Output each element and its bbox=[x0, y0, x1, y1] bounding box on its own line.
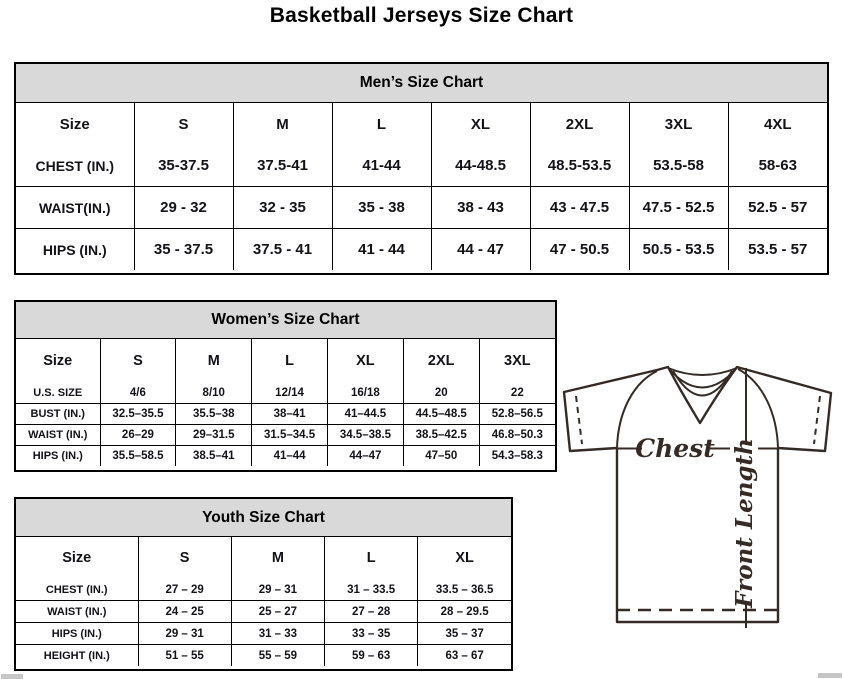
size-col-header: XL bbox=[431, 103, 530, 145]
size-value-cell: 25 – 27 bbox=[231, 601, 324, 623]
size-value-cell: 41 - 44 bbox=[332, 229, 431, 271]
table-row bbox=[16, 229, 827, 271]
size-col-header: S bbox=[134, 103, 233, 145]
size-value-cell: 27 – 28 bbox=[325, 601, 418, 623]
size-value-cell: 29 – 31 bbox=[231, 579, 324, 601]
scrollbar-fragment-right[interactable] bbox=[818, 673, 842, 678]
size-value-cell: 58-63 bbox=[728, 145, 827, 187]
size-value-cell: 28 – 29.5 bbox=[418, 601, 511, 623]
table-row bbox=[16, 404, 555, 425]
size-col-header: 2XL bbox=[530, 103, 629, 145]
table-row bbox=[16, 645, 511, 667]
size-value-cell: 4/6 bbox=[100, 383, 176, 404]
size-value-cell: 24 – 25 bbox=[138, 601, 231, 623]
collar-band bbox=[668, 368, 737, 375]
size-value-cell: 37.5-41 bbox=[233, 145, 332, 187]
mens-size-chart bbox=[14, 62, 829, 275]
size-row-label: Size bbox=[16, 103, 134, 145]
size-value-cell: 32.5–35.5 bbox=[100, 404, 176, 425]
size-value-cell: 31 – 33 bbox=[231, 623, 324, 645]
size-value-cell: 53.5 - 57 bbox=[728, 229, 827, 271]
jersey-measurement-diagram bbox=[556, 360, 842, 668]
size-value-cell: 47.5 - 52.5 bbox=[629, 187, 728, 229]
size-value-cell: 41–44 bbox=[252, 446, 328, 467]
mens-size-table bbox=[16, 103, 827, 270]
size-value-cell: 48.5-53.5 bbox=[530, 145, 629, 187]
table-row bbox=[16, 383, 555, 404]
size-value-cell: 41-44 bbox=[332, 145, 431, 187]
size-value-cell: 38.5–42.5 bbox=[403, 425, 479, 446]
size-value-cell: 50.5 - 53.5 bbox=[629, 229, 728, 271]
row-label: WAIST (IN.) bbox=[16, 425, 100, 446]
table-row bbox=[16, 425, 555, 446]
row-label: HIPS (IN.) bbox=[16, 623, 138, 645]
row-label: HIPS (IN.) bbox=[16, 446, 100, 467]
size-value-cell: 35-37.5 bbox=[134, 145, 233, 187]
youth-size-chart bbox=[14, 497, 513, 671]
size-col-header: XL bbox=[418, 537, 511, 579]
size-col-header: M bbox=[176, 339, 252, 383]
size-value-cell: 44-48.5 bbox=[431, 145, 530, 187]
size-col-header: 3XL bbox=[479, 339, 555, 383]
size-col-header: XL bbox=[327, 339, 403, 383]
size-value-cell: 41–44.5 bbox=[327, 404, 403, 425]
mens-chart-title: Men’s Size Chart bbox=[16, 64, 827, 103]
size-value-cell: 38.5–41 bbox=[176, 446, 252, 467]
size-value-cell: 16/18 bbox=[327, 383, 403, 404]
size-value-cell: 31 – 33.5 bbox=[325, 579, 418, 601]
womens-size-table bbox=[16, 339, 555, 466]
size-value-cell: 38–41 bbox=[252, 404, 328, 425]
size-value-cell: 8/10 bbox=[176, 383, 252, 404]
right-sleeve-seam bbox=[738, 369, 778, 448]
size-value-cell: 34.5–38.5 bbox=[327, 425, 403, 446]
size-value-cell: 29 – 31 bbox=[138, 623, 231, 645]
size-value-cell: 51 – 55 bbox=[138, 645, 231, 667]
table-row bbox=[16, 601, 511, 623]
size-value-cell: 44–47 bbox=[327, 446, 403, 467]
size-value-cell: 32 - 35 bbox=[233, 187, 332, 229]
womens-chart-title: Women’s Size Chart bbox=[16, 302, 555, 339]
size-value-cell: 35 - 37.5 bbox=[134, 229, 233, 271]
size-col-header: L bbox=[252, 339, 328, 383]
row-label: CHEST (IN.) bbox=[16, 579, 138, 601]
size-value-cell: 33.5 – 36.5 bbox=[418, 579, 511, 601]
row-label: HIPS (IN.) bbox=[16, 229, 134, 271]
size-value-cell: 12/14 bbox=[252, 383, 328, 404]
size-value-cell: 35.5–58.5 bbox=[100, 446, 176, 467]
size-col-header: 4XL bbox=[728, 103, 827, 145]
row-label: U.S. SIZE bbox=[16, 383, 100, 404]
size-value-cell: 52.5 - 57 bbox=[728, 187, 827, 229]
size-col-header: S bbox=[100, 339, 176, 383]
size-col-header: 2XL bbox=[403, 339, 479, 383]
row-label: WAIST (IN.) bbox=[16, 601, 138, 623]
youth-size-table bbox=[16, 537, 511, 666]
left-cuff-dash bbox=[576, 396, 582, 444]
row-label: BUST (IN.) bbox=[16, 404, 100, 425]
jersey-outline bbox=[564, 367, 831, 622]
table-row bbox=[16, 187, 827, 229]
row-label: WAIST(IN.) bbox=[16, 187, 134, 229]
front-length-label-group bbox=[730, 438, 758, 609]
size-row-label: Size bbox=[16, 537, 138, 579]
table-row bbox=[16, 579, 511, 601]
size-value-cell: 20 bbox=[403, 383, 479, 404]
front-length-label: Front Length bbox=[731, 438, 758, 608]
scrollbar-fragment-left[interactable] bbox=[1, 674, 23, 679]
youth-chart-title: Youth Size Chart bbox=[16, 499, 511, 537]
size-col-header: L bbox=[332, 103, 431, 145]
size-col-header: S bbox=[138, 537, 231, 579]
table-row bbox=[16, 623, 511, 645]
size-value-cell: 47–50 bbox=[403, 446, 479, 467]
womens-size-chart bbox=[14, 300, 557, 472]
row-label: CHEST (IN.) bbox=[16, 145, 134, 187]
size-col-header: L bbox=[325, 537, 418, 579]
right-cuff-dash bbox=[814, 396, 820, 444]
size-value-cell: 27 – 29 bbox=[138, 579, 231, 601]
size-value-cell: 35 – 37 bbox=[418, 623, 511, 645]
size-value-cell: 59 – 63 bbox=[325, 645, 418, 667]
table-row bbox=[16, 145, 827, 187]
size-value-cell: 35 - 38 bbox=[332, 187, 431, 229]
page-title: Basketball Jerseys Size Chart bbox=[269, 4, 574, 27]
size-row-label: Size bbox=[16, 339, 100, 383]
size-value-cell: 29 - 32 bbox=[134, 187, 233, 229]
size-value-cell: 46.8–50.3 bbox=[479, 425, 555, 446]
size-col-header: 3XL bbox=[629, 103, 728, 145]
size-col-header: M bbox=[231, 537, 324, 579]
size-value-cell: 44 - 47 bbox=[431, 229, 530, 271]
size-value-cell: 43 - 47.5 bbox=[530, 187, 629, 229]
jersey-diagram-svg bbox=[556, 360, 842, 668]
size-value-cell: 52.8–56.5 bbox=[479, 404, 555, 425]
size-header-row bbox=[16, 103, 827, 145]
row-label: HEIGHT (IN.) bbox=[16, 645, 138, 667]
table-row bbox=[16, 446, 555, 467]
size-value-cell: 29–31.5 bbox=[176, 425, 252, 446]
size-value-cell: 63 – 67 bbox=[418, 645, 511, 667]
size-value-cell: 37.5 - 41 bbox=[233, 229, 332, 271]
size-value-cell: 55 – 59 bbox=[231, 645, 324, 667]
size-value-cell: 26–29 bbox=[100, 425, 176, 446]
size-value-cell: 22 bbox=[479, 383, 555, 404]
size-value-cell: 31.5–34.5 bbox=[252, 425, 328, 446]
size-value-cell: 47 - 50.5 bbox=[530, 229, 629, 271]
chest-label: Chest bbox=[635, 434, 715, 463]
size-value-cell: 54.3–58.3 bbox=[479, 446, 555, 467]
size-value-cell: 35.5–38 bbox=[176, 404, 252, 425]
size-value-cell: 38 - 43 bbox=[431, 187, 530, 229]
size-col-header: M bbox=[233, 103, 332, 145]
size-value-cell: 44.5–48.5 bbox=[403, 404, 479, 425]
size-header-row bbox=[16, 537, 511, 579]
size-value-cell: 53.5-58 bbox=[629, 145, 728, 187]
size-header-row bbox=[16, 339, 555, 383]
size-value-cell: 33 – 35 bbox=[325, 623, 418, 645]
